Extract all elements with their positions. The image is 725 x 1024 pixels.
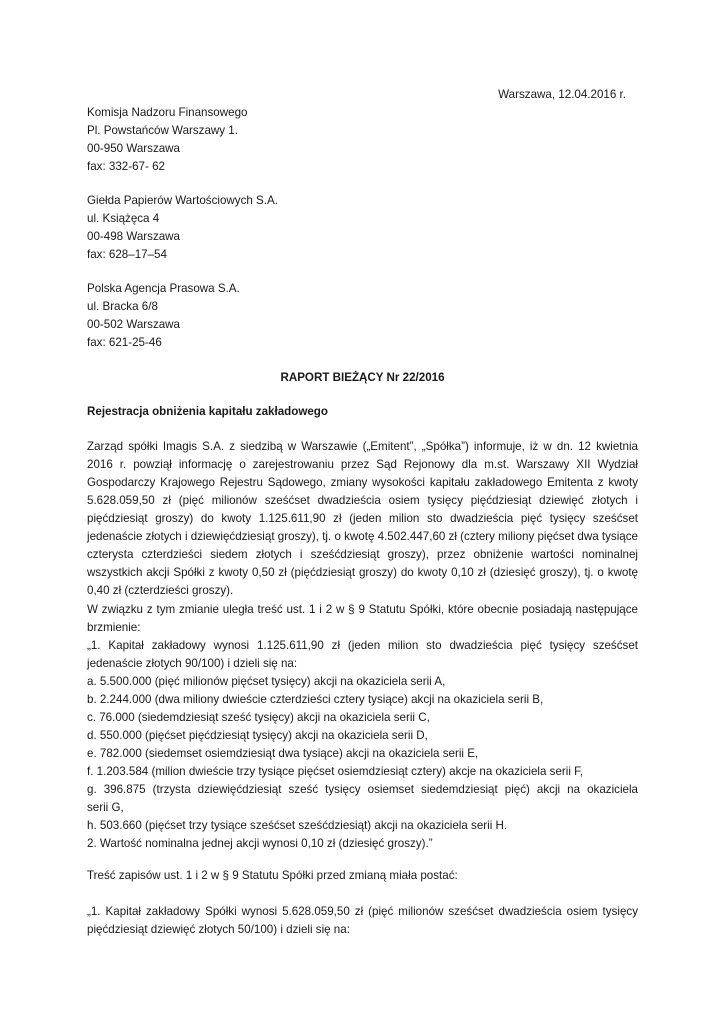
statute-line: h. 503.660 (pięćset trzy tysiące sześćset sześćdziesiąt) akcji na okaziciela serii H. xyxy=(87,819,508,832)
address-line: Giełda Papierów Wartościowych S.A. xyxy=(87,194,278,207)
recipient-address-gpw xyxy=(87,192,278,264)
statute-line: „1. Kapitał zakładowy wynosi 1.125.611,90 zł (jeden milion sto dwadzieścia pięć tysięcy sześćset xyxy=(87,639,638,652)
statute-line: c. 76.000 (siedemdziesiąt sześć tysięcy) akcji na okaziciela serii C, xyxy=(87,711,430,724)
address-line: Pl. Powstańców Warszawy 1. xyxy=(87,124,238,137)
paragraph-statute-intro: W związku z tym zmianie uległa treść ust. 1 i 2 w § 9 Statutu Spółki, które obecnie posiadają następujące brzmienie: xyxy=(87,603,638,634)
address-line: fax: 332-67- 62 xyxy=(87,160,165,173)
report-title: RAPORT BIEŻĄCY Nr 22/2016 xyxy=(280,371,445,384)
address-line: fax: 621-25-46 xyxy=(87,336,162,349)
statute-line: jedenaście złotych 90/100) i dzieli się na: xyxy=(87,657,298,670)
paragraph-previous-intro: Treść zapisów ust. 1 i 2 w § 9 Statutu Spółki przed zmianą miała postać: xyxy=(87,869,458,882)
paragraph-announcement: Zarząd spółki Imagis S.A. z siedzibą w Warszawie („Emitent”, „Spółka”) informuje, iż w dn. 12 kwietnia 2016 r. powziął informację o zarejestrowaniu przez Sąd Rejonowy dla m.st. Warszawy XII Wydział Gospodarczy Krajowego Rejestru Sądowego, zmiany wysokości kapitału zakładowego Emitenta z kwoty 5.628.059,50 zł (pięć milionów sześćset dwadzieścia osiem tysięcy pięćdziesiąt dziewięć złotych i pięćdziesiąt groszy) do kwoty 1.125.611,90 zł (jeden milion sto dwadzieścia pięć tysięcy sześćset jedenaście złotych i dziewięćdziesiąt groszy), tj. o kwotę 4.502.447,60 zł (cztery miliony pięćset dwa tysiące czterysta czterdzieści siedem złotych i sześćdziesiąt groszy), przez obniżenie wartości nominalnej wszystkich akcji Spółki z kwoty 0,50 zł (pięćdziesiąt groszy) do kwoty 0,10 zł (dziesięć groszy), tj. o kwotę 0,40 zł (czterdzieści groszy). xyxy=(87,440,638,597)
statute-line: 2. Wartość nominalna jednej akcji wynosi 0,10 zł (dziesięć groszy).” xyxy=(87,837,433,850)
statute-line: serii G, xyxy=(87,801,124,814)
statute-line: b. 2.244.000 (dwa miliony dwieście czterdzieści cztery tysiące) akcji na okaziciela serii B, xyxy=(87,693,544,706)
address-line: 00-498 Warszawa xyxy=(87,230,181,243)
address-line: ul. Książęca 4 xyxy=(87,212,160,225)
address-line: Polska Agencja Prasowa S.A. xyxy=(87,282,240,295)
statute-line: g. 396.875 (trzysta dziewięćdziesiąt sześć tysięcy osiemset siedemdziesiąt pięć) akcji na okaziciela xyxy=(87,783,638,796)
address-line: 00-950 Warszawa xyxy=(87,142,181,155)
address-line: ul. Bracka 6/8 xyxy=(87,300,158,313)
recipient-address-pap xyxy=(87,280,240,352)
new-statute-wording xyxy=(87,637,638,853)
statute-line: a. 5.500.000 (pięć milionów pięćset tysięcy) akcji na okaziciela serii A, xyxy=(87,675,446,688)
statute-line: e. 782.000 (siedemset osiemdziesiąt dwa tysiące) akcji na okaziciela serii E, xyxy=(87,747,479,760)
previous-statute-wording: „1. Kapitał zakładowy Spółki wynosi 5.628.059,50 zł (pięć milionów sześćset dwadzieścia osiem tysięcy pięćdziesiąt dziewięć złotych 50/100) i dzieli się na: xyxy=(87,905,638,936)
statute-line: f. 1.203.584 (milion dwieście trzy tysiące pięćset osiemdziesiąt cztery) akcje na okaziciela serii F, xyxy=(87,765,584,778)
address-line: Komisja Nadzoru Finansowego xyxy=(87,106,248,119)
recipient-address-knf xyxy=(87,104,247,176)
report-subject: Rejestracja obniżenia kapitału zakładowego xyxy=(87,405,328,418)
address-line: fax: 628–17–54 xyxy=(87,248,167,261)
address-line: 00-502 Warszawa xyxy=(87,318,181,331)
statute-line: d. 550.000 (pięćset pięćdziesiąt tysięcy) akcji na okaziciela serii D, xyxy=(87,729,428,742)
date-line: Warszawa, 12.04.2016 r. xyxy=(498,88,626,101)
